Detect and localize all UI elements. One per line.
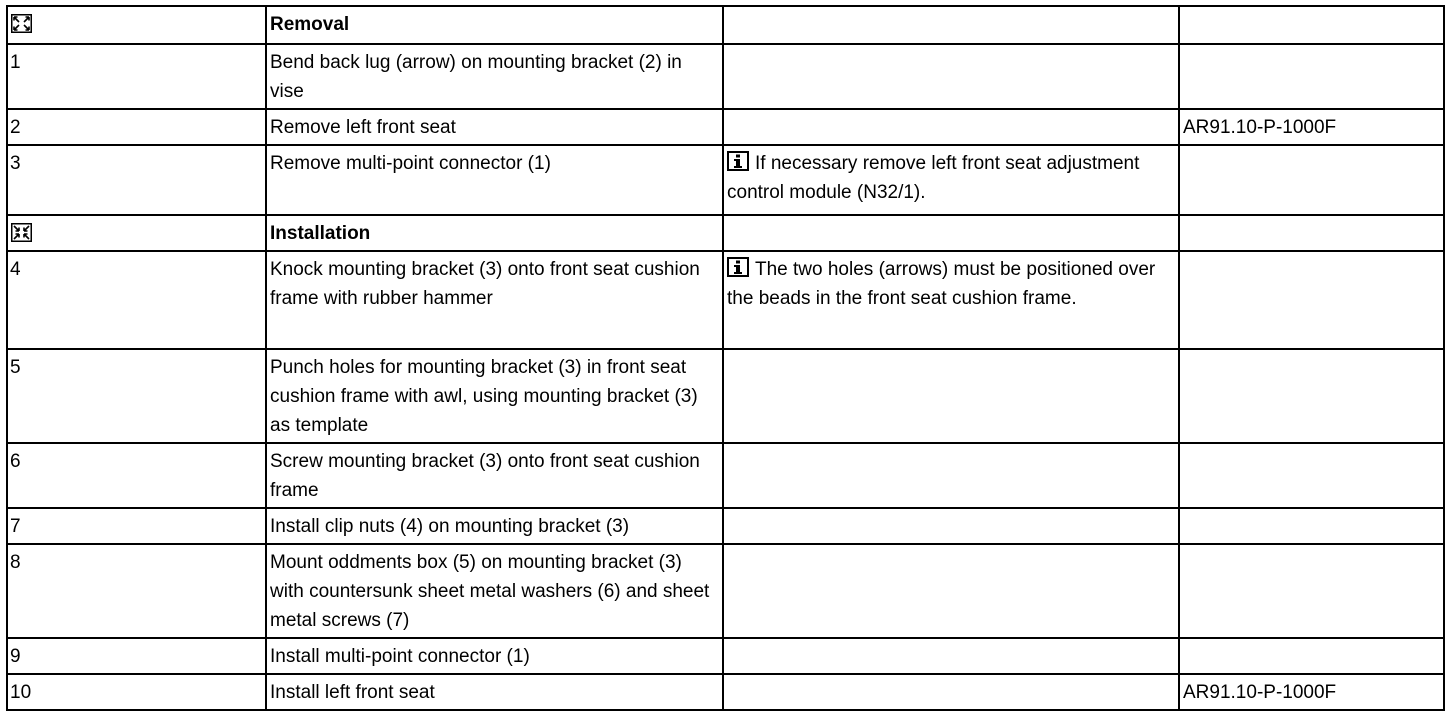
step-ref <box>1179 544 1444 638</box>
expand-icon <box>11 14 32 33</box>
step-ref <box>1179 638 1444 674</box>
step-ref <box>1179 251 1444 349</box>
step-text: Mount oddments box (5) on mounting bracket (3) with countersunk sheet metal washers (6) and sheet metal screws (7) <box>266 544 723 638</box>
step-text: Knock mounting bracket (3) onto front seat cushion frame with rubber hammer <box>266 251 723 349</box>
step-text: Bend back lug (arrow) on mounting bracket (2) in vise <box>266 44 723 109</box>
info-icon <box>727 151 749 171</box>
step-row <box>7 508 1444 544</box>
step-ref <box>1179 508 1444 544</box>
empty-cell <box>723 6 1179 44</box>
step-ref <box>1179 443 1444 508</box>
step-note <box>723 109 1179 145</box>
step-note <box>723 443 1179 508</box>
procedure-table <box>6 5 1445 711</box>
step-number: 4 <box>7 251 266 349</box>
step-text: Remove left front seat <box>266 109 723 145</box>
section-title <box>266 6 723 44</box>
step-row <box>7 109 1444 145</box>
step-ref[interactable]: AR91.10-P-1000F <box>1179 674 1444 710</box>
step-text: Install clip nuts (4) on mounting bracket (3) <box>266 508 723 544</box>
step-text: Screw mounting bracket (3) onto front seat cushion frame <box>266 443 723 508</box>
step-note <box>723 44 1179 109</box>
section-title <box>266 215 723 251</box>
step-note <box>723 674 1179 710</box>
step-ref <box>1179 349 1444 443</box>
empty-cell <box>723 215 1179 251</box>
step-number: 6 <box>7 443 266 508</box>
info-icon <box>727 257 749 277</box>
step-row <box>7 251 1444 349</box>
step-ref <box>1179 145 1444 215</box>
step-ref <box>1179 44 1444 109</box>
step-note <box>723 508 1179 544</box>
step-number: 1 <box>7 44 266 109</box>
step-note <box>723 349 1179 443</box>
step-row <box>7 349 1444 443</box>
collapse-icon <box>11 223 32 242</box>
section-icon-cell <box>7 215 266 251</box>
section-row-removal <box>7 6 1444 44</box>
step-number: 10 <box>7 674 266 710</box>
step-text: Punch holes for mounting bracket (3) in front seat cushion frame with awl, using mounting bracket (3) as template <box>266 349 723 443</box>
step-note <box>723 251 1179 349</box>
step-ref[interactable]: AR91.10-P-1000F <box>1179 109 1444 145</box>
step-text: Install left front seat <box>266 674 723 710</box>
step-number: 9 <box>7 638 266 674</box>
empty-cell <box>1179 6 1444 44</box>
section-title-installation: Installation <box>270 223 371 244</box>
step-number: 5 <box>7 349 266 443</box>
step-note <box>723 544 1179 638</box>
step-number: 3 <box>7 145 266 215</box>
section-icon-cell <box>7 6 266 44</box>
note-text: The two holes (arrows) must be positioned over the beads in the front seat cushion frame. <box>727 259 1156 309</box>
note-text: If necessary remove left front seat adjustment control module (N32/1). <box>727 153 1140 203</box>
step-text: Install multi-point connector (1) <box>266 638 723 674</box>
step-row <box>7 674 1444 710</box>
step-row <box>7 443 1444 508</box>
step-text: Remove multi-point connector (1) <box>266 145 723 215</box>
step-row <box>7 638 1444 674</box>
step-note <box>723 145 1179 215</box>
step-row <box>7 145 1444 215</box>
step-number: 2 <box>7 109 266 145</box>
step-row <box>7 544 1444 638</box>
section-title-removal: Removal <box>270 14 350 35</box>
empty-cell <box>1179 215 1444 251</box>
step-row <box>7 44 1444 109</box>
section-row-installation <box>7 215 1444 251</box>
step-note <box>723 638 1179 674</box>
step-number: 7 <box>7 508 266 544</box>
step-number: 8 <box>7 544 266 638</box>
